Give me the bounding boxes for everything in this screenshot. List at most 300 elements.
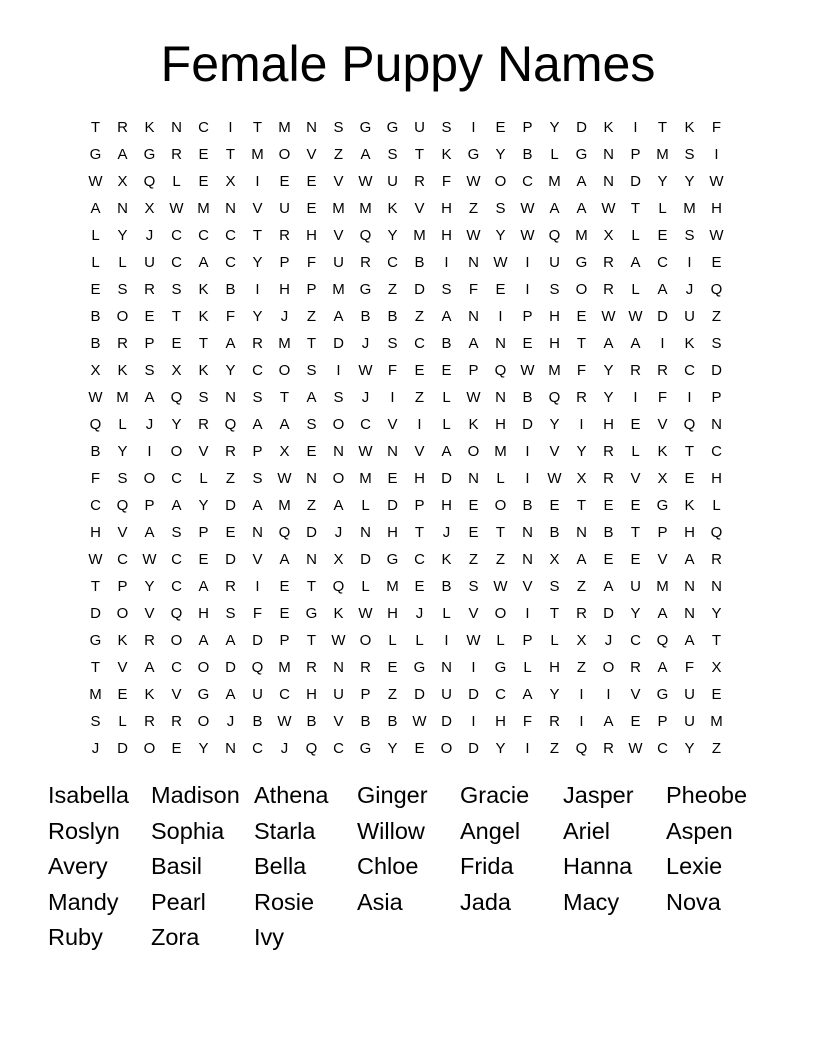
grid-letter: A — [90, 200, 101, 217]
grid-letter: E — [171, 740, 182, 757]
grid-letter: H — [414, 470, 425, 487]
grid-letter: O — [116, 605, 129, 622]
grid-letter: X — [576, 632, 587, 649]
grid-letter: K — [198, 308, 209, 325]
grid-letter: A — [306, 389, 317, 406]
grid-letter: I — [687, 254, 692, 271]
grid-letter: L — [550, 146, 559, 163]
grid-letter: S — [171, 524, 182, 541]
grid-letter: N — [468, 470, 479, 487]
grid-letter: S — [711, 335, 722, 352]
grid-letter: J — [442, 524, 451, 541]
grid-letter: L — [388, 632, 397, 649]
grid-letter: D — [468, 686, 479, 703]
grid-letter: L — [118, 254, 127, 271]
grid-letter: R — [360, 659, 371, 676]
grid-letter: C — [117, 551, 128, 568]
grid-letter: A — [576, 200, 587, 217]
grid-letter: K — [441, 146, 452, 163]
grid-row — [82, 573, 734, 600]
grid-letter: A — [144, 389, 155, 406]
grid-letter: E — [549, 497, 560, 514]
grid-letter: T — [306, 335, 317, 352]
grid-letter: R — [279, 227, 290, 244]
grid-letter: D — [225, 659, 236, 676]
grid-letter: P — [414, 497, 425, 514]
grid-letter: T — [306, 578, 317, 595]
grid-letter: Q — [359, 227, 372, 244]
grid-letter: R — [603, 443, 614, 460]
grid-letter: E — [198, 551, 209, 568]
word-list-item: Angel — [460, 817, 521, 844]
grid-letter: V — [522, 578, 533, 595]
grid-letter: Y — [549, 416, 560, 433]
word-list-item: Aspen — [666, 817, 733, 844]
grid-letter: X — [279, 443, 290, 460]
grid-letter: Z — [468, 551, 479, 568]
grid-letter: V — [144, 605, 155, 622]
grid-letter: O — [494, 497, 507, 514]
grid-letter: V — [387, 416, 398, 433]
grid-letter: I — [525, 281, 530, 298]
grid-letter: I — [525, 470, 530, 487]
grid-letter: Y — [252, 254, 263, 271]
word-list-item: Lexie — [666, 853, 723, 880]
grid-letter: D — [333, 335, 344, 352]
grid-letter: Y — [549, 686, 560, 703]
grid-letter: K — [684, 497, 695, 514]
grid-letter: L — [496, 470, 505, 487]
grid-letter: U — [549, 254, 560, 271]
grid-letter: Y — [225, 362, 236, 379]
grid-letter: C — [684, 362, 695, 379]
grid-row — [82, 627, 734, 654]
grid-letter: V — [333, 227, 344, 244]
grid-letter: P — [468, 362, 479, 379]
grid-letter: A — [657, 281, 668, 298]
grid-letter: P — [252, 443, 263, 460]
grid-letter: U — [333, 254, 344, 271]
grid-letter: E — [90, 281, 101, 298]
grid-letter: A — [198, 254, 209, 271]
grid-letter: I — [525, 605, 530, 622]
grid-row — [82, 735, 734, 762]
grid-letter: Y — [117, 443, 128, 460]
grid-letter: F — [468, 281, 479, 298]
grid-letter: W — [628, 740, 643, 757]
grid-letter: H — [684, 524, 695, 541]
grid-letter: V — [117, 524, 128, 541]
grid-letter: H — [198, 605, 209, 622]
grid-letter: C — [333, 740, 344, 757]
grid-letter: H — [549, 308, 560, 325]
grid-letter: V — [198, 443, 209, 460]
grid-letter: V — [252, 551, 263, 568]
grid-letter: W — [520, 200, 535, 217]
grid-letter: M — [548, 362, 561, 379]
grid-letter: S — [549, 578, 560, 595]
grid-letter: M — [89, 686, 102, 703]
grid-letter: T — [549, 605, 560, 622]
grid-letter: A — [252, 416, 263, 433]
grid-letter: O — [440, 740, 453, 757]
grid-letter: W — [601, 200, 616, 217]
grid-letter: O — [494, 173, 507, 190]
grid-letter: I — [471, 659, 476, 676]
grid-letter: A — [603, 713, 614, 730]
grid-letter: R — [603, 254, 614, 271]
grid-letter: H — [387, 524, 398, 541]
grid-letter: H — [441, 200, 452, 217]
grid-letter: L — [91, 227, 100, 244]
grid-letter: R — [630, 659, 641, 676]
grid-letter: S — [684, 227, 695, 244]
grid-letter: W — [88, 551, 103, 568]
grid-letter: L — [631, 443, 640, 460]
grid-letter: N — [333, 659, 344, 676]
grid-letter: V — [333, 173, 344, 190]
grid-letter: Q — [116, 497, 129, 514]
grid-letter: O — [494, 605, 507, 622]
grid-letter: X — [711, 659, 722, 676]
grid-letter: Q — [548, 227, 561, 244]
grid-letter: E — [495, 281, 506, 298]
grid-letter: D — [657, 308, 668, 325]
grid-letter: B — [360, 713, 371, 730]
grid-letter: I — [579, 686, 584, 703]
grid-letter: Z — [711, 308, 722, 325]
grid-letter: B — [441, 335, 452, 352]
word-list-item: Chloe — [357, 853, 419, 880]
grid-letter: O — [359, 632, 372, 649]
grid-letter: O — [575, 281, 588, 298]
grid-letter: Q — [710, 281, 723, 298]
grid-letter: X — [90, 362, 101, 379]
grid-letter: D — [252, 632, 263, 649]
grid-letter: P — [522, 308, 533, 325]
grid-letter: S — [441, 281, 452, 298]
grid-row — [82, 519, 734, 546]
grid-letter: L — [442, 605, 451, 622]
grid-letter: M — [278, 119, 291, 136]
grid-letter: G — [197, 686, 210, 703]
grid-letter: K — [387, 200, 398, 217]
word-list-item: Basil — [151, 853, 202, 880]
grid-letter: N — [684, 605, 695, 622]
grid-row — [82, 708, 734, 735]
grid-letter: S — [306, 362, 317, 379]
grid-letter: G — [575, 146, 588, 163]
grid-letter: V — [252, 200, 263, 217]
grid-letter: R — [117, 119, 128, 136]
grid-letter: I — [255, 578, 260, 595]
grid-letter: A — [225, 335, 236, 352]
grid-letter: S — [387, 146, 398, 163]
grid-letter: B — [522, 497, 533, 514]
grid-letter: N — [171, 119, 182, 136]
grid-letter: N — [333, 443, 344, 460]
grid-letter: Q — [224, 416, 237, 433]
grid-letter: C — [252, 362, 263, 379]
grid-letter: T — [171, 308, 182, 325]
grid-letter: R — [603, 740, 614, 757]
grid-letter: R — [657, 362, 668, 379]
grid-letter: A — [279, 416, 290, 433]
grid-letter: N — [468, 254, 479, 271]
grid-letter: R — [198, 416, 209, 433]
grid-letter: N — [306, 119, 317, 136]
grid-letter: W — [466, 173, 481, 190]
grid-row — [82, 681, 734, 708]
grid-letter: P — [630, 146, 641, 163]
grid-letter: I — [714, 146, 719, 163]
grid-letter: K — [468, 416, 479, 433]
word-list-item: Bella — [254, 853, 307, 880]
grid-letter: Y — [198, 740, 209, 757]
grid-letter: V — [468, 605, 479, 622]
grid-letter: S — [387, 335, 398, 352]
word-list-item: Starla — [254, 817, 316, 844]
grid-letter: S — [90, 713, 101, 730]
grid-letter: A — [198, 632, 209, 649]
grid-letter: L — [118, 713, 127, 730]
grid-letter: I — [444, 254, 449, 271]
grid-letter: Q — [332, 578, 345, 595]
grid-letter: N — [711, 578, 722, 595]
grid-letter: O — [332, 470, 345, 487]
grid-letter: C — [495, 686, 506, 703]
grid-letter: D — [225, 551, 236, 568]
grid-letter: Y — [198, 497, 209, 514]
word-list-item: Willow — [357, 817, 425, 844]
grid-letter: T — [306, 632, 317, 649]
grid-letter: W — [358, 443, 373, 460]
grid-letter: F — [711, 119, 722, 136]
grid-letter: J — [91, 740, 100, 757]
grid-letter: A — [333, 308, 344, 325]
grid-letter: U — [387, 173, 398, 190]
grid-letter: W — [466, 389, 481, 406]
grid-letter: B — [306, 713, 317, 730]
grid-letter: H — [549, 335, 560, 352]
grid-letter: D — [306, 524, 317, 541]
grid-letter: I — [579, 713, 584, 730]
grid-letter: A — [225, 632, 236, 649]
grid-letter: A — [657, 659, 668, 676]
grid-letter: C — [171, 551, 182, 568]
grid-letter: C — [279, 686, 290, 703]
grid-letter: X — [657, 470, 668, 487]
grid-letter: D — [603, 605, 614, 622]
grid-letter: M — [575, 227, 588, 244]
grid-letter: W — [709, 227, 724, 244]
grid-letter: Z — [414, 308, 425, 325]
page-title: Female Puppy Names — [160, 36, 656, 92]
grid-letter: E — [657, 227, 668, 244]
grid-letter: D — [576, 119, 587, 136]
grid-letter: S — [333, 119, 344, 136]
grid-letter: Z — [387, 686, 398, 703]
grid-letter: T — [495, 524, 506, 541]
grid-letter: B — [90, 335, 101, 352]
grid-letter: W — [358, 362, 373, 379]
grid-letter: Y — [387, 740, 398, 757]
grid-letter: K — [144, 686, 155, 703]
grid-letter: N — [603, 173, 614, 190]
grid-letter: K — [117, 362, 128, 379]
grid-letter: T — [225, 146, 236, 163]
grid-letter: C — [657, 740, 668, 757]
grid-letter: Y — [684, 173, 695, 190]
grid-letter: V — [117, 659, 128, 676]
grid-letter: A — [630, 335, 641, 352]
grid-letter: O — [197, 713, 210, 730]
grid-letter: G — [305, 605, 318, 622]
grid-letter: W — [520, 362, 535, 379]
grid-letter: L — [172, 173, 181, 190]
grid-letter: W — [520, 227, 535, 244]
grid-letter: F — [522, 713, 533, 730]
grid-letter: T — [198, 335, 209, 352]
grid-letter: G — [89, 632, 102, 649]
grid-letter: F — [657, 389, 668, 406]
grid-letter: D — [630, 173, 641, 190]
grid-letter: I — [417, 416, 422, 433]
grid-letter: H — [441, 227, 452, 244]
grid-letter: M — [332, 200, 345, 217]
grid-letter: T — [279, 389, 290, 406]
grid-letter: E — [711, 254, 722, 271]
grid-letter: E — [684, 470, 695, 487]
grid-letter: O — [467, 443, 480, 460]
grid-letter: D — [117, 740, 128, 757]
grid-letter: I — [498, 308, 503, 325]
grid-letter: E — [387, 470, 398, 487]
grid-letter: E — [279, 605, 290, 622]
grid-letter: G — [386, 119, 399, 136]
grid-letter: J — [145, 416, 154, 433]
grid-letter: B — [387, 713, 398, 730]
grid-letter: B — [90, 308, 101, 325]
grid-letter: S — [495, 200, 506, 217]
grid-letter: N — [468, 308, 479, 325]
grid-letter: I — [471, 119, 476, 136]
grid-letter: L — [199, 470, 208, 487]
grid-letter: P — [522, 632, 533, 649]
grid-letter: I — [525, 740, 530, 757]
grid-row — [82, 195, 734, 222]
grid-letter: C — [414, 551, 425, 568]
grid-letter: V — [630, 470, 641, 487]
grid-letter: A — [117, 146, 128, 163]
grid-letter: X — [603, 227, 614, 244]
grid-letter: K — [198, 281, 209, 298]
grid-letter: G — [467, 146, 480, 163]
grid-letter: N — [522, 524, 533, 541]
grid-letter: Y — [549, 119, 560, 136]
grid-letter: W — [466, 632, 481, 649]
word-list-item: Ariel — [563, 817, 611, 844]
grid-letter: Z — [225, 470, 236, 487]
grid-letter: R — [144, 632, 155, 649]
word-list-item: Asia — [357, 888, 403, 915]
grid-row — [82, 249, 734, 276]
grid-letter: E — [279, 173, 290, 190]
grid-letter: U — [684, 686, 695, 703]
grid-letter: H — [711, 470, 722, 487]
grid-letter: Q — [710, 524, 723, 541]
grid-letter: F — [576, 362, 587, 379]
grid-letter: Z — [333, 146, 344, 163]
grid-letter: M — [656, 578, 669, 595]
grid-letter: G — [656, 686, 669, 703]
grid-letter: P — [657, 524, 668, 541]
grid-letter: V — [657, 416, 668, 433]
grid-letter: L — [712, 497, 721, 514]
grid-letter: R — [117, 335, 128, 352]
grid-letter: C — [90, 497, 101, 514]
grid-letter: R — [225, 443, 236, 460]
grid-letter: X — [117, 173, 128, 190]
grid-letter: I — [525, 443, 530, 460]
grid-letter: M — [386, 578, 399, 595]
grid-letter: A — [360, 146, 371, 163]
grid-letter: O — [197, 659, 210, 676]
grid-row — [82, 168, 734, 195]
word-list-item: Ivy — [254, 924, 285, 951]
grid-letter: K — [684, 335, 695, 352]
grid-letter: A — [144, 524, 155, 541]
grid-letter: G — [359, 119, 372, 136]
grid-letter: W — [358, 173, 373, 190]
grid-letter: O — [170, 443, 183, 460]
grid-letter: E — [306, 173, 317, 190]
grid-letter: S — [117, 281, 128, 298]
grid-letter: W — [358, 605, 373, 622]
grid-letter: P — [279, 254, 290, 271]
grid-letter: R — [603, 470, 614, 487]
grid-letter: R — [306, 659, 317, 676]
grid-letter: I — [633, 119, 638, 136]
grid-letter: A — [657, 605, 668, 622]
grid-letter: N — [306, 470, 317, 487]
grid-letter: N — [387, 443, 398, 460]
grid-letter: N — [495, 335, 506, 352]
grid-letter: Z — [306, 497, 317, 514]
grid-letter: Y — [387, 227, 398, 244]
grid-letter: C — [414, 335, 425, 352]
word-list-item: Sophia — [151, 817, 225, 844]
grid-letter: F — [90, 470, 101, 487]
grid-letter: N — [360, 524, 371, 541]
grid-letter: K — [117, 632, 128, 649]
grid-letter: O — [116, 308, 129, 325]
grid-letter: N — [306, 551, 317, 568]
grid-letter: P — [144, 335, 155, 352]
grid-letter: Q — [278, 524, 291, 541]
grid-letter: G — [359, 740, 372, 757]
word-list-item: Madison — [151, 782, 240, 808]
grid-letter: C — [225, 254, 236, 271]
grid-letter: V — [549, 443, 560, 460]
grid-letter: X — [171, 362, 182, 379]
grid-letter: W — [88, 389, 103, 406]
grid-letter: O — [143, 470, 156, 487]
grid-letter: E — [522, 335, 533, 352]
grid-letter: M — [251, 146, 264, 163]
grid-letter: E — [441, 362, 452, 379]
word-list-item: Frida — [460, 853, 514, 880]
